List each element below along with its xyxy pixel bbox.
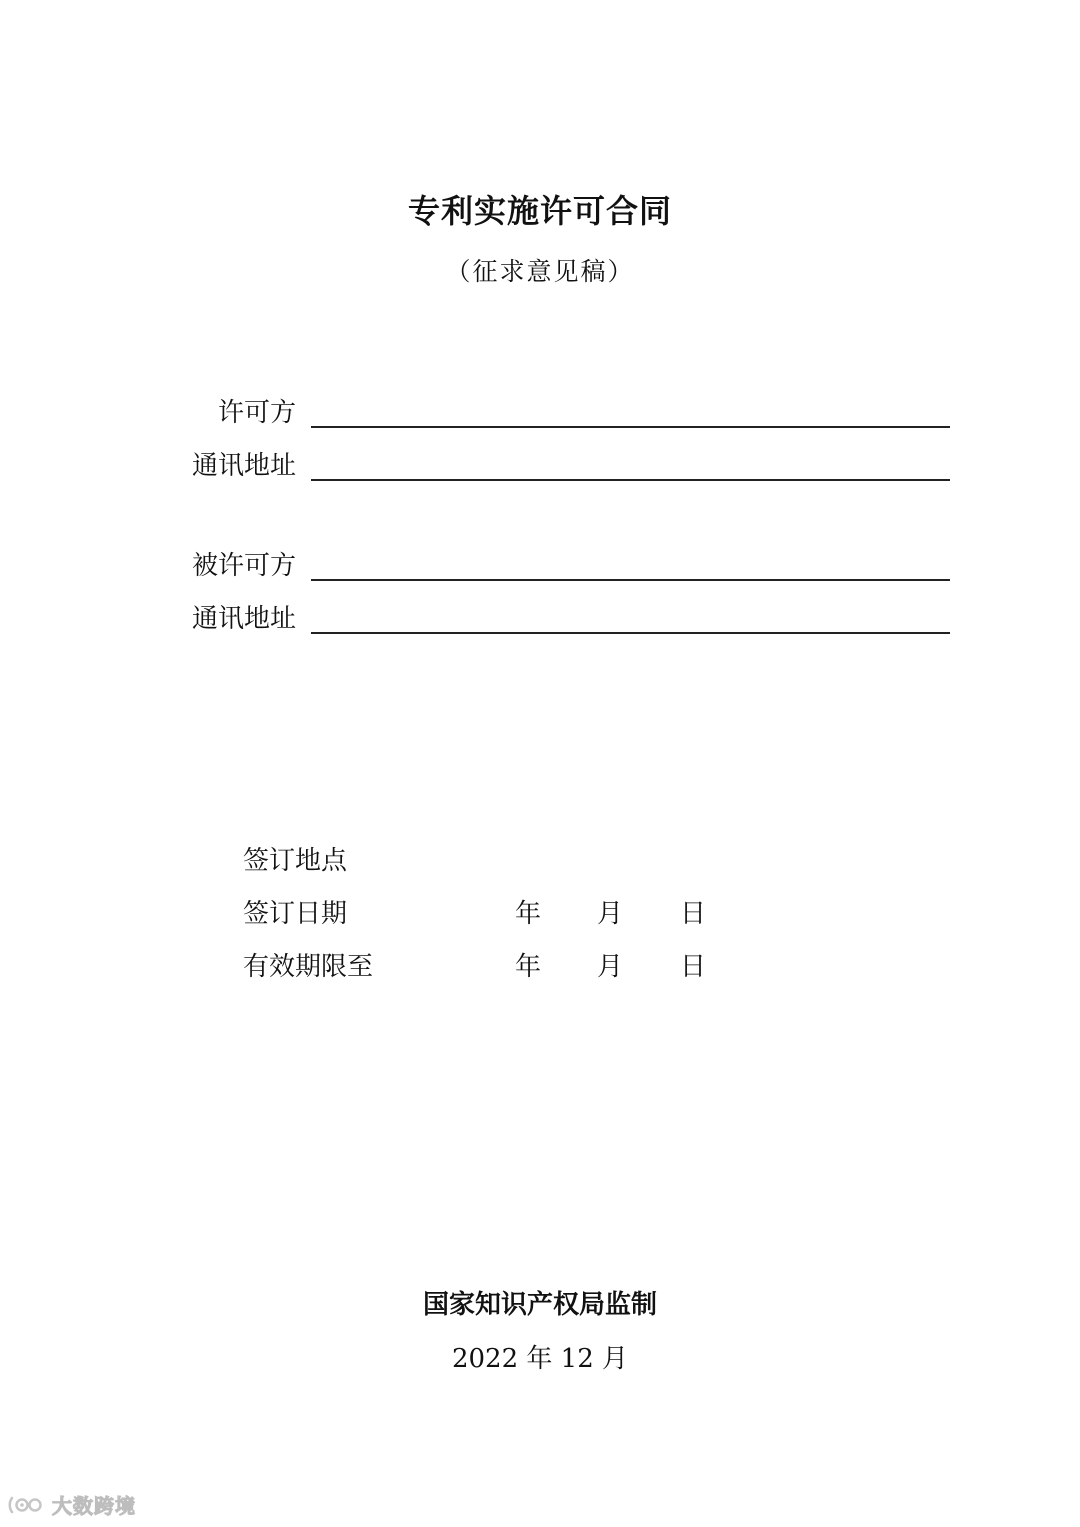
signing-place-label: 签订地点 (243, 846, 348, 876)
document-subtitle: （征求意见稿） (445, 257, 635, 286)
validity-year: 年 (515, 952, 542, 982)
issue-date: 2022 年 12 月 (451, 1344, 629, 1374)
watermark (8, 1490, 136, 1519)
issuing-organization: 国家知识产权局监制 (422, 1290, 657, 1320)
signing-date-label: 签订日期 (243, 899, 348, 929)
licensor-address-input-line[interactable] (311, 479, 950, 481)
watermark-text: 大数跨境 (52, 1494, 136, 1518)
licensor-label: 许可方 (217, 398, 296, 428)
signing-date-month: 月 (597, 899, 624, 929)
licensor-input-line[interactable] (311, 426, 950, 428)
licensee-address-input-line[interactable] (311, 632, 950, 634)
watermark-logo-icon (8, 1495, 46, 1515)
licensee-label: 被许可方 (191, 551, 296, 581)
licensee-address-field (150, 594, 950, 634)
licensee-input-line[interactable] (311, 579, 950, 581)
licensor-field (150, 388, 950, 428)
signing-date-day: 日 (680, 899, 707, 929)
validity-month: 月 (597, 952, 624, 982)
licensor-address-label: 通讯地址 (191, 451, 296, 481)
licensor-address-field (150, 441, 950, 481)
document-title: 专利实施许可合同 (407, 192, 672, 230)
validity-label: 有效期限至 (243, 952, 374, 982)
validity-day: 日 (680, 952, 707, 982)
licensee-field (150, 541, 950, 581)
signing-date-year: 年 (515, 899, 542, 929)
licensee-address-label: 通讯地址 (191, 604, 296, 634)
